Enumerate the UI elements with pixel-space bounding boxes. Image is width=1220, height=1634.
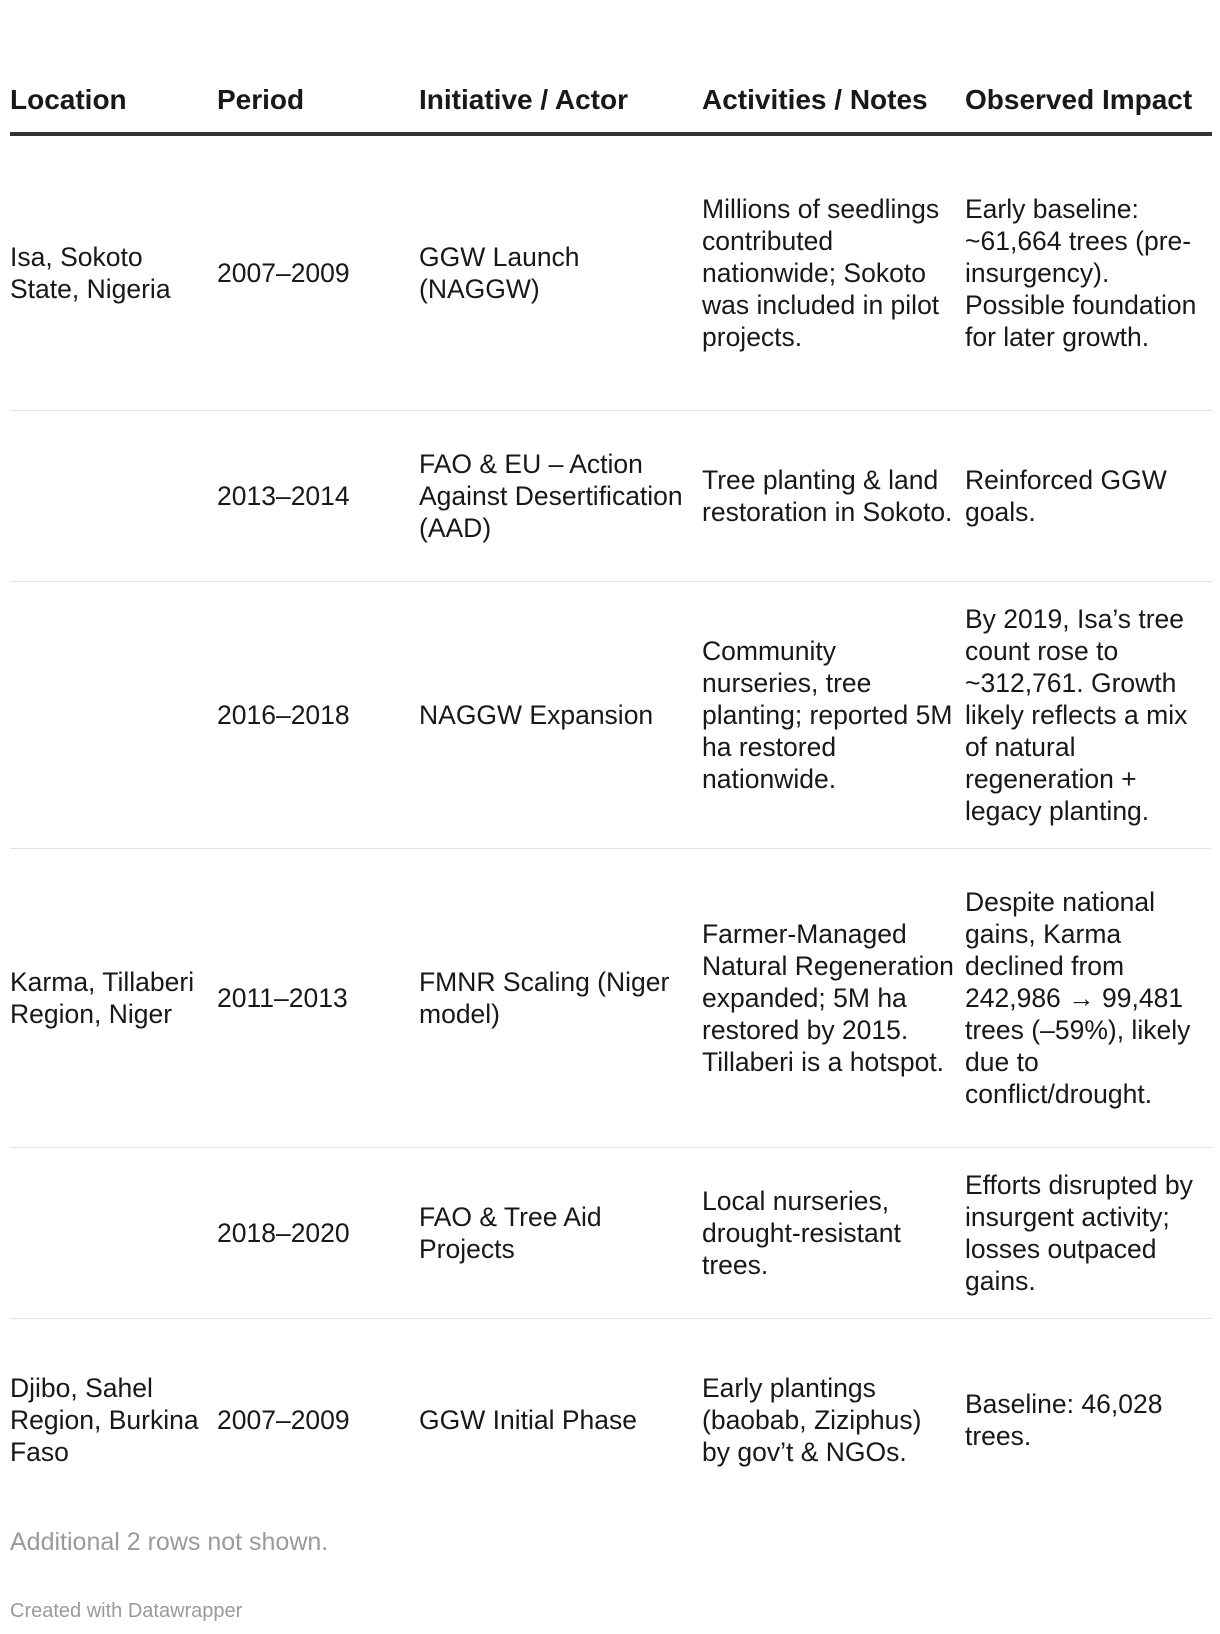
- cell-period: 2013–2014: [217, 411, 419, 582]
- cell-location: [10, 582, 217, 849]
- cell-impact: Reinforced GGW goals.: [965, 411, 1212, 582]
- cell-impact: Efforts disrupted by insurgent activity; losses outpaced gains.: [965, 1148, 1212, 1319]
- data-table: [10, 0, 1212, 1521]
- cell-location: [10, 1148, 217, 1319]
- rows-not-shown-note: Additional 2 rows not shown.: [10, 1528, 329, 1556]
- cell-period: 2007–2009: [217, 134, 419, 411]
- datawrapper-credit: Created with Datawrapper: [10, 1600, 243, 1622]
- cell-initiative: FMNR Scaling (Niger model): [419, 849, 702, 1148]
- header-period[interactable]: Period: [217, 0, 419, 134]
- table-header-row: [10, 0, 1212, 134]
- cell-initiative: GGW Initial Phase: [419, 1405, 637, 1435]
- cell-activities: Millions of seedlings contributed nationwide; Sokoto was included in pilot projects.: [702, 134, 965, 411]
- cell-initiative: NAGGW Expansion: [419, 582, 702, 849]
- cell-period: 2011–2013: [217, 849, 419, 1148]
- cell-impact: Despite national gains, Karma declined from 242,986 → 99,481 trees (–59%), likely due to conflict/drought.: [965, 849, 1212, 1148]
- header-impact[interactable]: Observed Impact: [965, 0, 1212, 134]
- cell-activities: Tree planting & land restoration in Sokoto.: [702, 411, 965, 582]
- table-row: [10, 134, 1212, 411]
- cell-impact: By 2019, Isa’s tree count rose to ~312,761. Growth likely reflects a mix of natural regeneration + legacy planting.: [965, 582, 1212, 849]
- table-row: [10, 1319, 1212, 1522]
- table-row: [10, 1148, 1212, 1319]
- cell-period: 2016–2018: [217, 582, 419, 849]
- cell-activities: Local nurseries, drought-resistant trees.: [702, 1148, 965, 1319]
- cell-period: 2007–2009: [217, 1405, 350, 1435]
- header-activities[interactable]: Activities / Notes: [702, 0, 965, 134]
- cell-initiative: GGW Launch (NAGGW): [419, 134, 702, 411]
- header-location[interactable]: Location: [10, 0, 217, 134]
- cell-location: Djibo, Sahel Region, Burkina Faso: [10, 1373, 199, 1467]
- cell-activities: Community nurseries, tree planting; reported 5M ha restored nationwide.: [702, 582, 965, 849]
- header-initiative[interactable]: Initiative / Actor: [419, 0, 702, 134]
- cell-impact: Baseline: 46,028 trees.: [965, 1389, 1163, 1451]
- table-row: [10, 582, 1212, 849]
- cell-location: [10, 411, 217, 582]
- cell-activities: Farmer-Managed Natural Regeneration expanded; 5M ha restored by 2015. Tillaberi is a hotspot.: [702, 849, 965, 1148]
- cell-location: Isa, Sokoto State, Nigeria: [10, 134, 217, 411]
- cell-impact: Early baseline: ~61,664 trees (pre-insurgency). Possible foundation for later growth.: [965, 134, 1212, 411]
- table-row: [10, 849, 1212, 1148]
- cell-location: Karma, Tillaberi Region, Niger: [10, 849, 217, 1148]
- table-row: [10, 411, 1212, 582]
- cell-activities: Early plantings (baobab, Ziziphus) by gov’t & NGOs.: [702, 1373, 922, 1467]
- cell-initiative: FAO & Tree Aid Projects: [419, 1148, 702, 1319]
- cell-initiative: FAO & EU – Action Against Desertification (AAD): [419, 411, 702, 582]
- data-table-container: [10, 0, 1212, 1521]
- cell-period: 2018–2020: [217, 1148, 419, 1319]
